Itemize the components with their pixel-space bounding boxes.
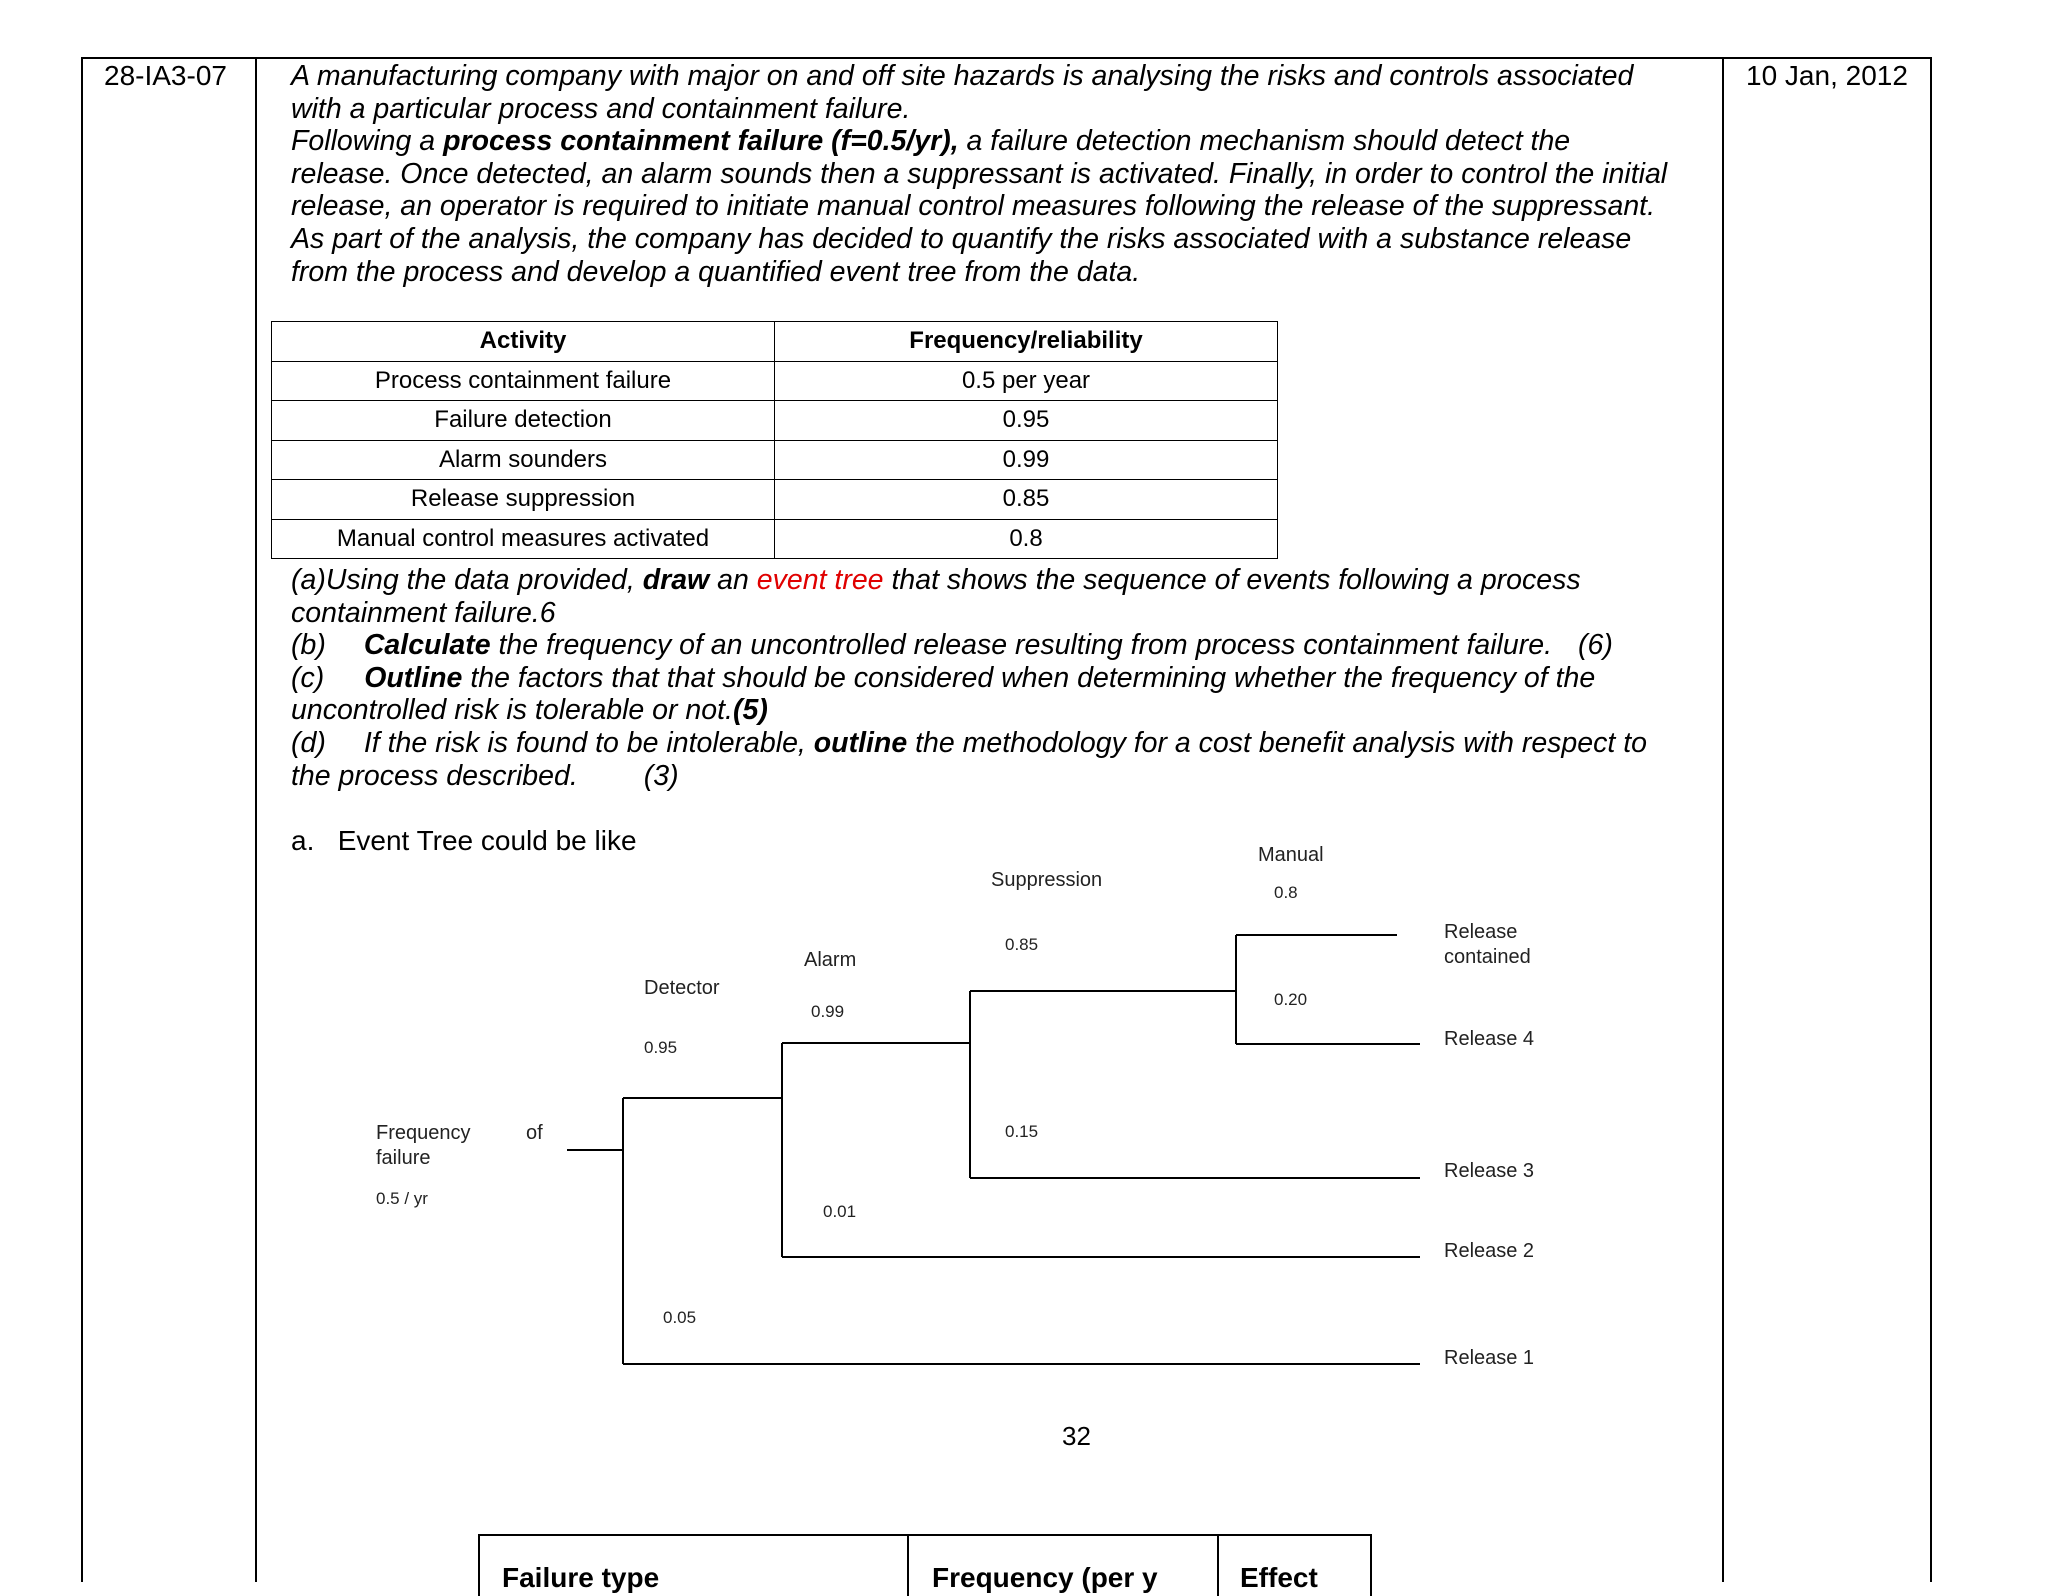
tree-freq-label-2: failure (376, 1147, 431, 1169)
tree-manual-fail-prob: 0.20 (1274, 990, 1308, 1009)
tree-freq-label-1: Frequency (376, 1122, 471, 1144)
question-date: 10 Jan, 2012 (1746, 60, 1908, 91)
intro-line-4: release. Once detected, an alarm sounds then a suppressant is activated. Finally, in order to control the initial (291, 157, 1668, 190)
answer-heading: a. Event Tree could be like (291, 825, 637, 856)
table-cell: Failure detection (272, 401, 775, 441)
question-a-line-1: (a)Using the data provided, draw an event tree that shows the sequence of events following a process (291, 564, 1581, 596)
question-b: (b) Calculate the frequency of an uncontrolled release resulting from process containment failure. (6) (291, 629, 1613, 662)
tree-outcome-release-4: Release 4 (1444, 1028, 1535, 1050)
page-number: 32 (1062, 1421, 1091, 1451)
tree-manual-prob: 0.8 (1274, 883, 1298, 902)
table-cell: 0.5 per year (775, 361, 1278, 401)
table-cell: Process containment failure (272, 361, 775, 401)
intro-line-7: from the process and develop a quantified event tree from the data. (291, 255, 1141, 288)
bottom-table-header-2: Frequency (per y (932, 1562, 1158, 1593)
question-d-line-1: (d) If the risk is found to be intolerable, outline the methodology for a cost benefit analysis with respect to (291, 727, 1647, 759)
tree-freq-value: 0.5 / yr (376, 1189, 428, 1208)
tree-suppression-label: Suppression (991, 869, 1103, 891)
bottom-table-divider-1 (907, 1536, 909, 1596)
tree-detector-prob: 0.95 (644, 1038, 678, 1057)
intro-line-1: A manufacturing company with major on and off site hazards is analysing the risks and controls associated (291, 60, 1634, 92)
question-d-line-2: the process described. (3) (291, 759, 679, 792)
question-code: 28-IA3-07 (104, 60, 227, 91)
tree-detector-fail-prob: 0.05 (663, 1308, 697, 1327)
question-c-line-1: (c) Outline the factors that that should be considered when determining whether the frequency of the (291, 661, 1596, 694)
table-cell: Alarm sounders (272, 440, 775, 480)
bottom-table (478, 1534, 1372, 1596)
tree-outcome-release-3: Release 3 (1444, 1160, 1535, 1182)
tree-suppression-prob: 0.85 (1005, 935, 1039, 954)
table-cell: 0.99 (775, 440, 1278, 480)
question-c-line-2: uncontrolled risk is tolerable or not.(5) (291, 694, 768, 727)
tree-outcome-release-1: Release 1 (1444, 1347, 1535, 1369)
intro-line-5: release, an operator is required to initiate manual control measures following the release of the suppressant. (291, 190, 1656, 223)
tree-alarm-fail-prob: 0.01 (823, 1202, 857, 1221)
bottom-table-divider-2 (1217, 1536, 1219, 1596)
table-cell: 0.8 (775, 519, 1278, 559)
table-header-frequency: Frequency/reliability (775, 322, 1278, 362)
bottom-table-header-1: Failure type (502, 1562, 660, 1593)
question-a-line-2: containment failure.6 (291, 596, 556, 629)
tree-outcome-release-2: Release 2 (1444, 1240, 1535, 1262)
tree-alarm-label: Alarm (804, 949, 857, 971)
tree-alarm-prob: 0.99 (811, 1002, 845, 1021)
table-cell: Manual control measures activated (272, 519, 775, 559)
table-cell: 0.85 (775, 480, 1278, 520)
table-cell: Release suppression (272, 480, 775, 520)
tree-outcome-contained-2: contained (1444, 946, 1531, 968)
intro-line-3: Following a process containment failure (f=0.5/yr), a failure detection mechanism should detect the (291, 125, 1571, 158)
table-cell: 0.95 (775, 401, 1278, 441)
tree-freq-label-of: of (526, 1122, 543, 1144)
tree-detector-label: Detector (644, 977, 720, 999)
tree-manual-label: Manual (1258, 844, 1324, 866)
bottom-table-header-3: Effect (1240, 1562, 1318, 1593)
intro-line-6: As part of the analysis, the company has decided to quantify the risks associated with a substance release (291, 223, 1632, 255)
tree-outcome-contained-1: Release (1444, 921, 1518, 943)
intro-line-2: with a particular process and containment failure. (291, 92, 911, 125)
table-header-activity: Activity (272, 322, 775, 362)
tree-suppression-fail-prob: 0.15 (1005, 1122, 1039, 1141)
